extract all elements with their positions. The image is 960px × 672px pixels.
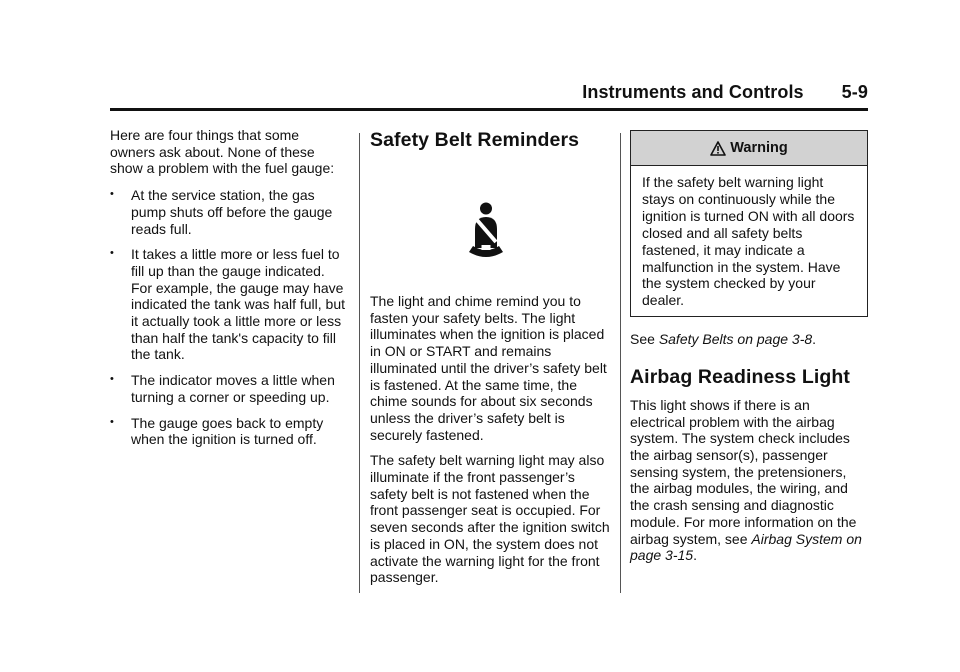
bullet-icon: •	[110, 247, 114, 260]
page-number: 5-9	[841, 82, 868, 102]
safety-belts-link[interactable]: Safety Belts on page 3-8	[658, 331, 813, 348]
warning-header	[631, 131, 867, 166]
column-divider	[620, 133, 621, 593]
warning-box	[630, 130, 868, 317]
safety-belt-heading: Safety Belt Reminders	[370, 129, 580, 151]
list-item: • At the service station, the gas pump shuts off before the gauge reads full.	[110, 187, 333, 237]
fuel-gauge-column	[110, 127, 348, 457]
column-divider	[359, 133, 360, 593]
belt-paragraph-2: The safety belt warning light may also illuminate if the front passenger’s safety belt is not fastened when the front passenger seat is occupied. For seven seconds after the ignition switch is placed in ON, the system does not activate the warning light for the front passenger.	[370, 452, 610, 586]
belt-paragraph-1: The light and chime remind you to fasten your safety belts. The light illuminates when the ignition is placed in ON or START and remains illuminated until the driver’s safety belt is fastened. At the same time, the chime sounds for about six seconds unless the driver’s safety belt is securely fastened.	[370, 293, 607, 443]
bullet-icon: •	[110, 415, 114, 428]
bullet-icon: •	[110, 188, 114, 201]
see-reference: See Safety Belts on page 3-8.	[630, 331, 817, 348]
warning-triangle-icon	[710, 141, 726, 156]
airbag-system-link[interactable]: Airbag System on page 3-15	[630, 530, 862, 564]
list-item: • The gauge goes back to empty when the ignition is turned off.	[110, 414, 324, 448]
airbag-paragraph: This light shows if there is an electrical problem with the airbag system. The system check includes the airbag sensor(s), passenger sensing system, the pretensioners, the airbag modules, the wiring, and the crash sensing and diagnostic module. For more information on the airbag system, see Airbag System on page 3-15.	[630, 396, 862, 564]
safety-belt-column	[370, 128, 610, 586]
intro-paragraph: Here are four things that some owners ask about. None of these show a problem with the fuel gauge:	[110, 127, 335, 177]
page-header	[110, 82, 868, 111]
bullet-icon: •	[110, 373, 114, 386]
warning-label: Warning	[730, 139, 788, 156]
airbag-heading: Airbag Readiness Light	[630, 365, 850, 388]
warning-body: If the safety belt warning light stays on continuously while the ignition is turned ON with all doors closed and all safety belts fastened, it may indicate a malfunction in the system. Have the system checked by your dealer.	[642, 174, 855, 309]
list-item: • It takes a little more or less fuel to fill up than the gauge indicated. For example, the gauge may have indicated the tank was half full, but it actually took a little more or less than half the tank's capacity to fill the tank.	[110, 246, 346, 363]
fuel-gauge-bullet-list	[110, 187, 348, 448]
safety-belt-icon	[467, 202, 505, 260]
section-title: Instruments and Controls	[582, 82, 804, 102]
warning-airbag-column	[630, 130, 868, 564]
list-item: • The indicator moves a little when turning a corner or speeding up.	[110, 372, 335, 405]
